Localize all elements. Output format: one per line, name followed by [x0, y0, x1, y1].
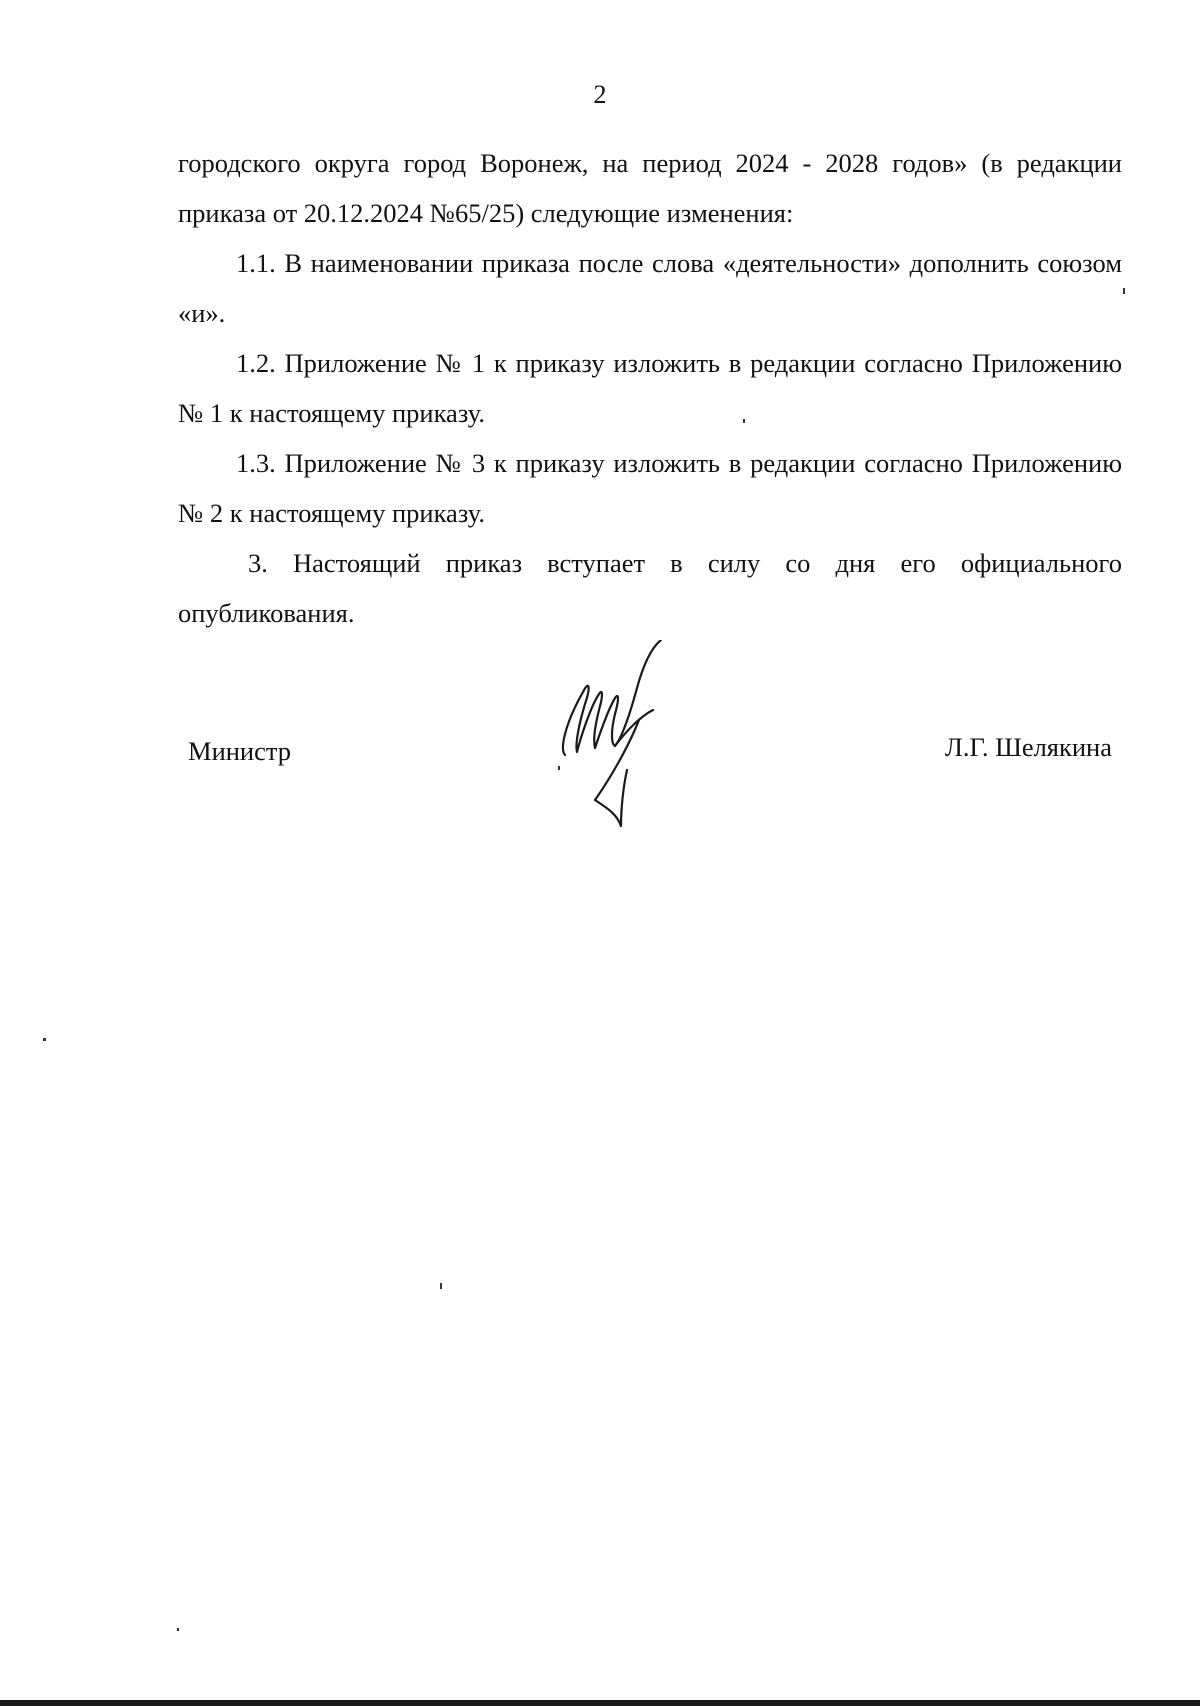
scan-bottom-edge — [0, 1700, 1200, 1706]
document-body — [178, 138, 1122, 638]
paragraph-1-3: 1.3. Приложение № 3 к приказу изложить в редакции согласно Приложению № 2 к настоящему приказу. — [178, 448, 1122, 528]
paragraph-3: 3. Настоящий приказ вступает в силу со дня его официального опубликования. — [178, 548, 1122, 628]
paragraph-1-1: 1.1. В наименовании приказа после слова «деятельности» дополнить союзом «и». — [178, 248, 1122, 328]
handwritten-signature — [555, 640, 695, 840]
paragraph-1-2: 1.2. Приложение № 1 к приказу изложить в редакции согласно Приложению № 1 к настоящему приказу. — [178, 348, 1122, 428]
paragraph-continuation: городского округа город Воронеж, на период 2024 - 2028 годов» (в редакции приказа от 20.12.2024 №65/25) следующие изменения: — [178, 148, 1122, 228]
signatory-title: Министр — [188, 736, 292, 766]
signatory-name: Л.Г. Шелякина — [944, 732, 1112, 762]
page-number: 2 — [593, 80, 607, 109]
